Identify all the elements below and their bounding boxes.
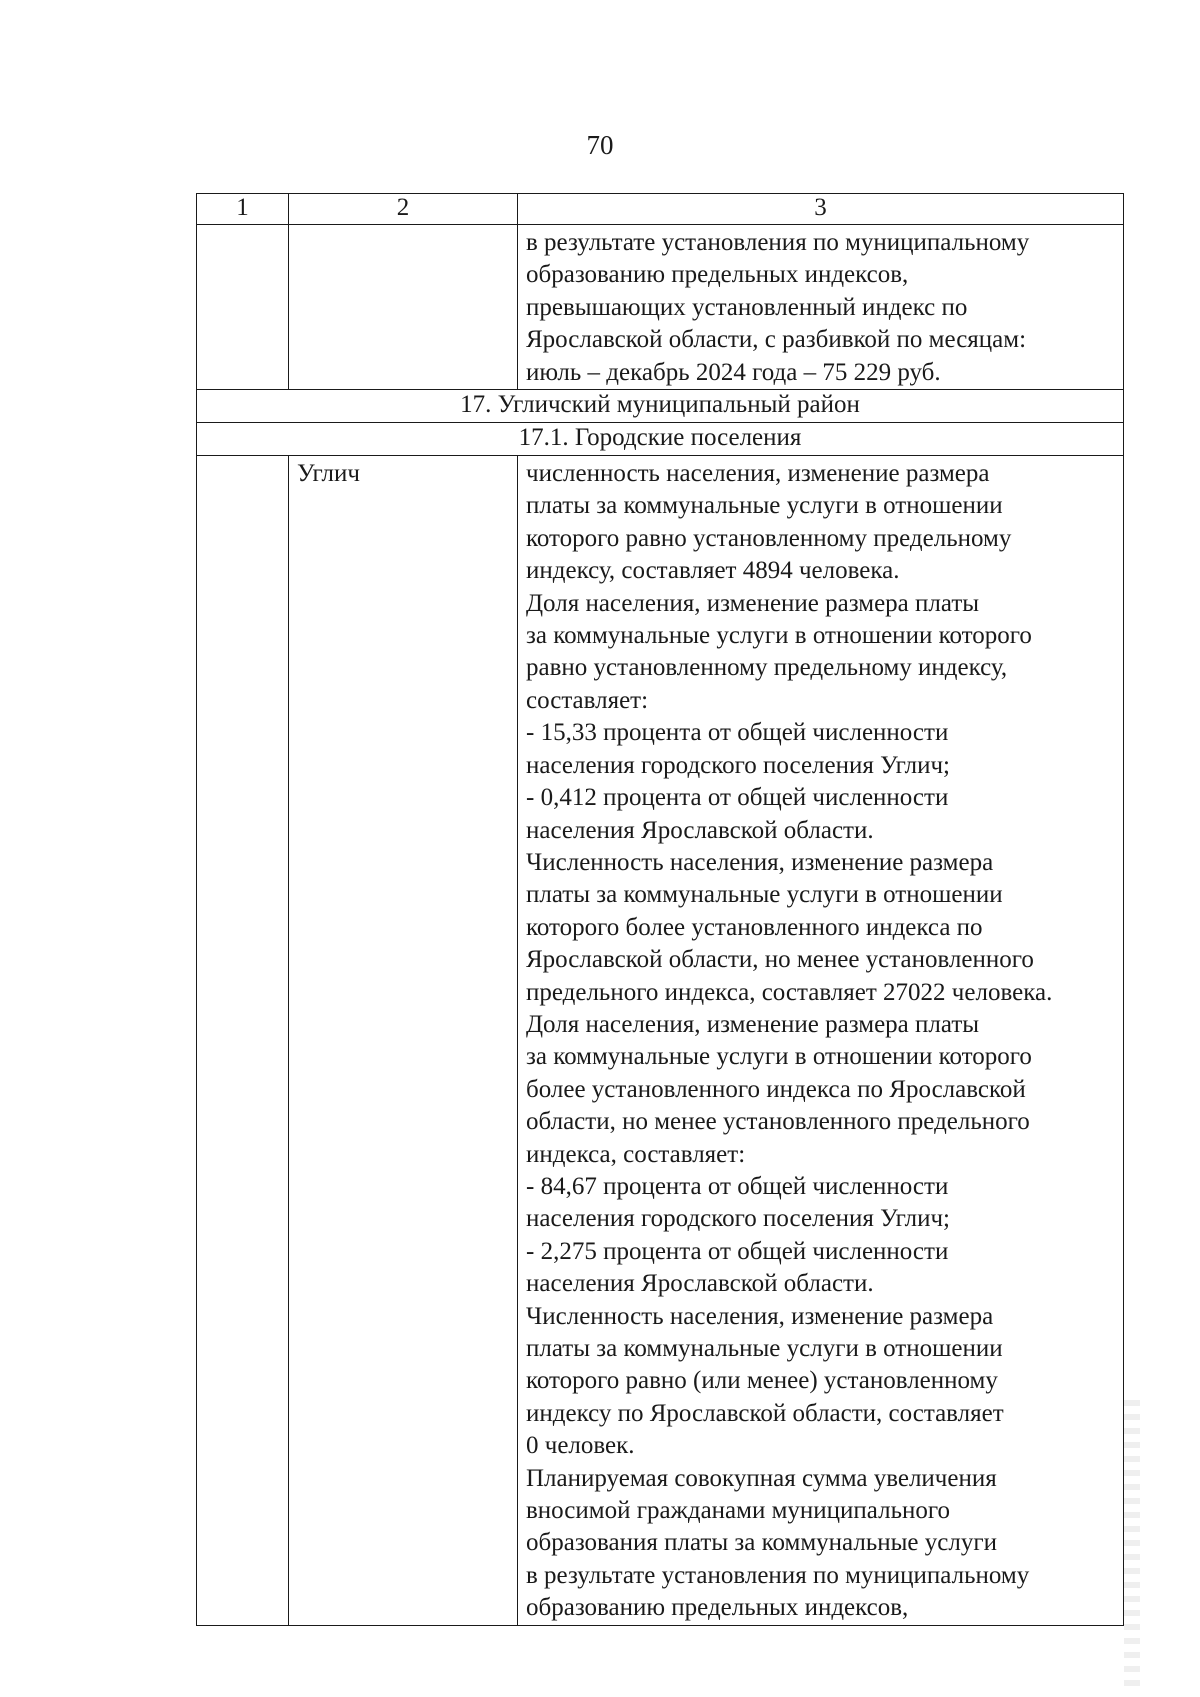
- uglich-col-1: [197, 456, 289, 1626]
- row-continuation-col-2: [289, 225, 518, 390]
- header-col-2: 2: [289, 194, 518, 225]
- table-row: [197, 225, 1124, 390]
- table-header-row: [197, 194, 1124, 225]
- section-title: 17. Угличский муниципальный район: [197, 390, 1124, 423]
- paragraph: - 15,33 процента от общей численности населения городского поселения Углич;: [526, 719, 950, 779]
- paragraph: - 84,67 процента от общей численности населения городского поселения Углич;: [526, 1172, 950, 1233]
- paragraph: Планируемая совокупная сумма увеличения вносимой гражданами муниципального образования платы за коммунальные услуги в результате установления по муниципальному образованию предельных индексов,: [526, 1464, 1030, 1622]
- scan-edge-marks: [1124, 1400, 1140, 1690]
- subsection-title: 17.1. Городские поселения: [197, 423, 1124, 456]
- subsection-heading-row: [197, 423, 1124, 456]
- paragraph: Доля населения, изменение размера платы за коммунальные услуги в отношении которого равно установленному предельному индексу, составляет:: [526, 589, 1032, 714]
- paragraph: - 2,275 процента от общей численности населения Ярославской области.: [526, 1237, 949, 1298]
- paragraph: численность населения, изменение размера платы за коммунальные услуги в отношении которого равно установленному предельному индексу, составляет 4894 человека.: [526, 460, 1012, 585]
- document-table: [196, 193, 1124, 1626]
- row-continuation-text: [518, 225, 1124, 390]
- settlement-name: Углич: [289, 456, 518, 1626]
- uglich-description: [518, 456, 1124, 1626]
- paragraph: - 0,412 процента от общей численности населения Ярославской области.: [526, 784, 949, 844]
- header-col-1: 1: [197, 194, 289, 225]
- paragraph: Численность населения, изменение размера платы за коммунальные услуги в отношении которого более установленного индекса по Ярославской области, но менее установленного предельного индекса, составляет 27022 человека.: [526, 848, 1053, 1006]
- continuation-paragraph: в результате установления по муниципальному образованию предельных индексов, превышающих установленный индекс по Ярославской области, с разбивкой по месяцам: июль – декабрь 2024 года – 75 229 руб.: [526, 229, 1030, 386]
- page-number: 70: [586, 130, 614, 160]
- paragraph: Доля населения, изменение размера платы за коммунальные услуги в отношении которого более установленного индекса по Ярославской области, но менее установленного предельного индекса, составляет:: [526, 1010, 1032, 1168]
- section-heading-row: [197, 390, 1124, 423]
- table-row: [197, 456, 1124, 1626]
- row-continuation-col-1: [197, 225, 289, 390]
- paragraph: Численность населения, изменение размера платы за коммунальные услуги в отношении которого равно (или менее) установленному индексу по Ярославской области, составляет 0 человек.: [526, 1302, 1004, 1460]
- header-col-3: 3: [518, 194, 1124, 225]
